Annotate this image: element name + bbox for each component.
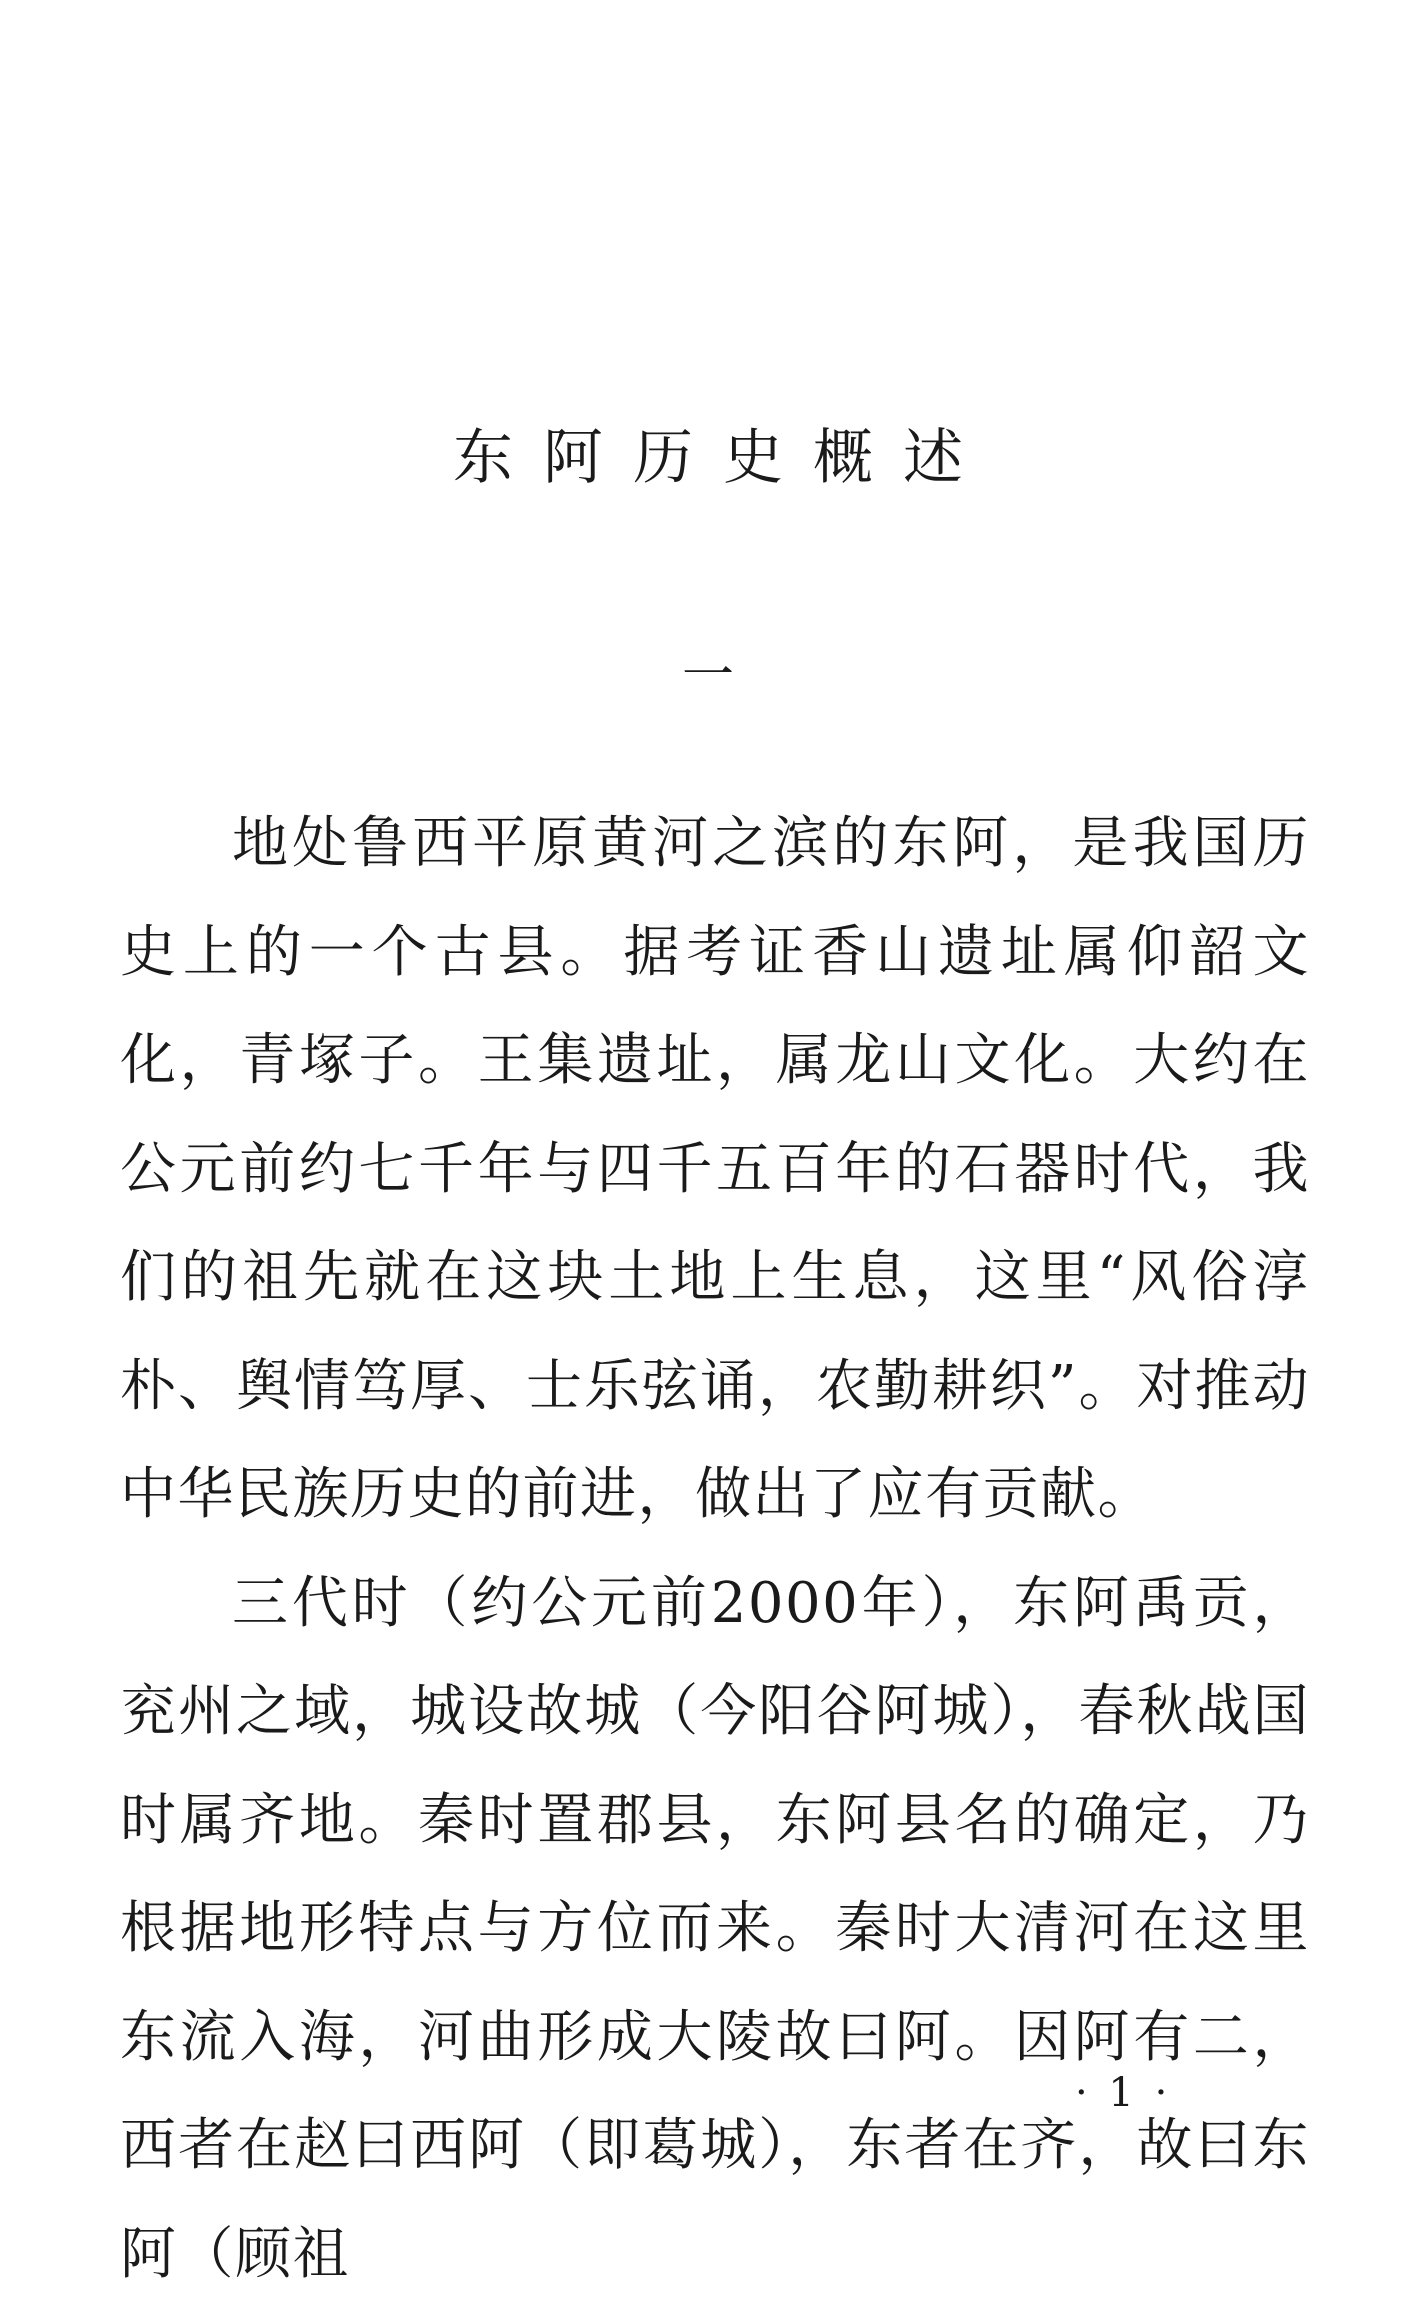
page-title: 东阿历史概述 bbox=[0, 410, 1416, 496]
paragraph-2: 三代时（约公元前2000年），东阿禹贡，兖州之域，城设故城（今阳谷阿城），春秋战国时属齐地。秦时置郡县，东阿县名的确定，乃根据地形特点与方位而来。秦时大清河在这里东流入海，河曲形成大陵故曰阿。因阿有二，西者在赵曰西阿（即葛城），东者在齐，故曰东阿（顾祖 bbox=[120, 1550, 1310, 2309]
paragraph-1: 地处鲁西平原黄河之滨的东阿，是我国历史上的一个古县。据考证香山遗址属仰韶文化，青塚子。王集遗址，属龙山文化。大约在公元前约七千年与四千五百年的石器时代，我们的祖先就在这块土地上生息，这里“风俗淳朴、舆情笃厚、士乐弦诵，农勤耕织”。对推动中华民族历史的前进，做出了应有贡献。 bbox=[120, 790, 1310, 1550]
section-number: 一 bbox=[0, 650, 1416, 702]
page-number: · 1 · bbox=[1075, 2070, 1171, 2116]
